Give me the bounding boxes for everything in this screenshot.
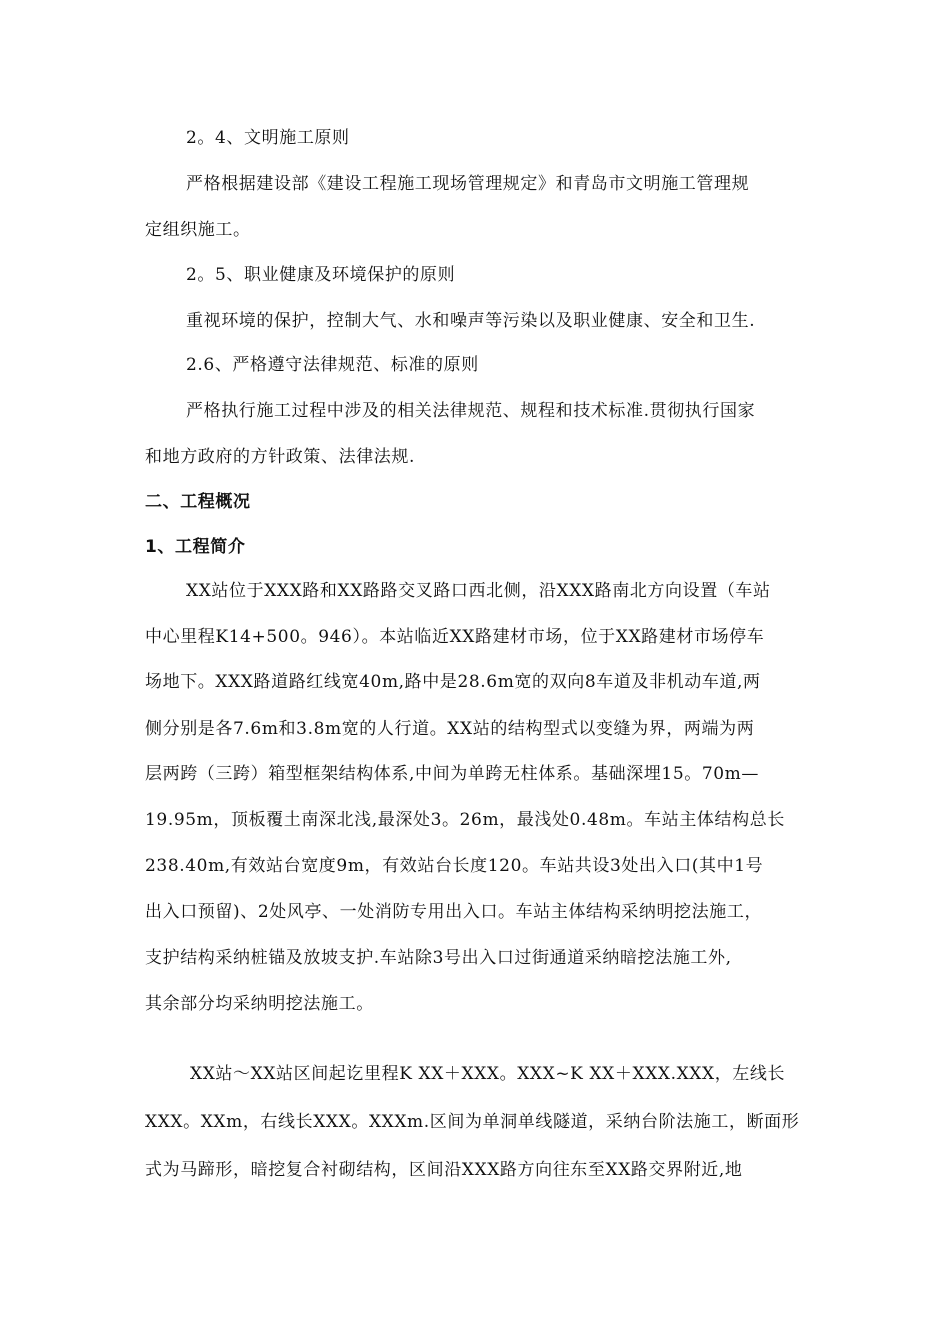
paragraph-line: 其余部分均采纳明挖法施工。 [145,994,374,1014]
paragraph-line: 238.40m,有效站台宽度9m，有效站台长度120。车站共设3处出入口(其中1号 [145,856,764,876]
paragraph-line: 严格根据建设部《建设工程施工现场管理规定》和青岛市文明施工管理规 [186,174,750,194]
section-heading-2-5: 2。5、职业健康及环境保护的原则 [186,265,456,285]
section-heading-2-6: 2.6、严格遵守法律规范、标准的原则 [186,355,479,375]
paragraph-line: 出入口预留)、2处风亭、一处消防专用出入口。车站主体结构采纳明挖法施工， [145,902,763,922]
paragraph-line: 侧分别是各7.6m和3.8m宽的人行道。XX站的结构型式以变缝为界，两端为两 [145,719,755,739]
paragraph-line: 19.95m，顶板覆土南深北浅,最深处3。26m，最浅处0.48m。车站主体结构总长 [145,810,785,830]
paragraph-line: 式为马蹄形，暗挖复合衬砌结构，区间沿XXX路方向往东至XX路交界附近,地 [145,1160,743,1180]
paragraph-line: 中心里程K14+500。946）。本站临近XX路建材市场，位于XX路建材市场停车 [145,627,765,647]
paragraph-line: 支护结构采纳桩锚及放坡支护.车站除3号出入口过街通道采纳暗挖法施工外, [145,948,732,968]
paragraph-line: 和地方政府的方针政策、法律法规. [145,447,416,467]
section-heading-2-4: 2。4、文明施工原则 [186,128,350,148]
paragraph-line: 重视环境的保护，控制大气、水和噪声等污染以及职业健康、安全和卫生. [186,311,756,331]
chapter-heading: 二、工程概况 [145,492,251,512]
subsection-heading: 1、工程简介 [145,537,246,557]
paragraph-line: 层两跨（三跨）箱型框架结构体系,中间为单跨无柱体系。基础深埋15。70m— [145,764,759,784]
paragraph-line: XX站位于XXX路和XX路路交叉路口西北侧，沿XXX路南北方向设置（车站 [186,581,771,601]
paragraph-line: 定组织施工。 [145,220,251,240]
paragraph-line: 严格执行施工过程中涉及的相关法律规范、规程和技术标准.贯彻执行国家 [186,401,756,421]
paragraph-line: 场地下。XXX路道路红线宽40m,路中是28.6m宽的双向8车道及非机动车道,两 [145,672,761,692]
paragraph-line: XXX。XXm，右线长XXX。XXXm.区间为单洞单线隧道，采纳台阶法施工，断面形 [145,1112,800,1132]
paragraph-line: XX站～XX站区间起讫里程K XX＋XXX。XXX~K XX＋XXX.XXX，左线长 [190,1064,786,1084]
